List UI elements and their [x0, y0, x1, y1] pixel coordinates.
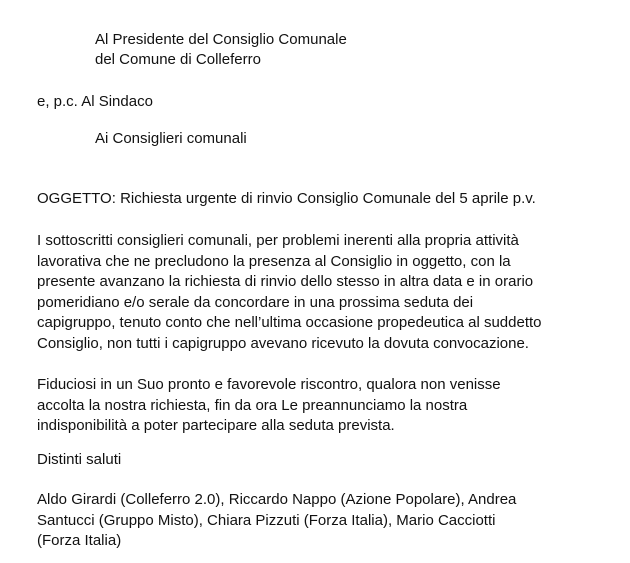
cc-mayor-line: e, p.c. Al Sindaco — [37, 93, 153, 110]
signatories-line: (Forza Italia) — [37, 532, 122, 550]
paragraph-1-line: I sottoscritti consiglieri comunali, per problemi inerenti alla propria attività — [37, 232, 519, 249]
recipient-president-line: Al Presidente del Consiglio Comunale — [95, 31, 347, 48]
signatories-block — [37, 490, 612, 552]
paragraph-2-line: accolta la nostra richiesta, fin da ora Le preannunciamo la nostra — [37, 396, 468, 414]
recipient-councillors-line: Ai Consiglieri comunali — [95, 130, 247, 147]
closing-line: Distinti saluti — [37, 451, 122, 468]
paragraph-1-line: Consiglio, non tutti i capigruppo avevano ricevuto la dovuta convocazione. — [37, 334, 529, 352]
signatories-line: Aldo Girardi (Colleferro 2.0), Riccardo Nappo (Azione Popolare), Andrea — [37, 491, 517, 508]
paragraph-1-line: capigruppo, tenuto conto che nell’ultima occasione propedeutica al suddetto — [37, 314, 542, 332]
paragraph-2-line: indisponibilità a poter partecipare alla seduta prevista. — [37, 417, 395, 435]
body-paragraph-1 — [37, 231, 612, 355]
paragraph-1-line: lavorativa che ne precludono la presenza al Consiglio in oggetto, con la — [37, 252, 511, 270]
signatories-line: Santucci (Gruppo Misto), Chiara Pizzuti (Forza Italia), Mario Cacciotti — [37, 511, 496, 529]
paragraph-1-line: presente avanzano la richiesta di rinvio dello stesso in altra data e in orario — [37, 273, 534, 291]
paragraph-2-line: Fiduciosi in un Suo pronto e favorevole riscontro, qualora non venisse — [37, 376, 501, 393]
body-paragraph-2 — [37, 375, 612, 437]
subject-line: OGGETTO: Richiesta urgente di rinvio Consiglio Comunale del 5 aprile p.v. — [37, 190, 536, 207]
recipient-municipality-line: del Comune di Colleferro — [95, 51, 261, 68]
paragraph-1-line: pomeridiano e/o serale da concordare in una prossima seduta dei — [37, 293, 474, 311]
